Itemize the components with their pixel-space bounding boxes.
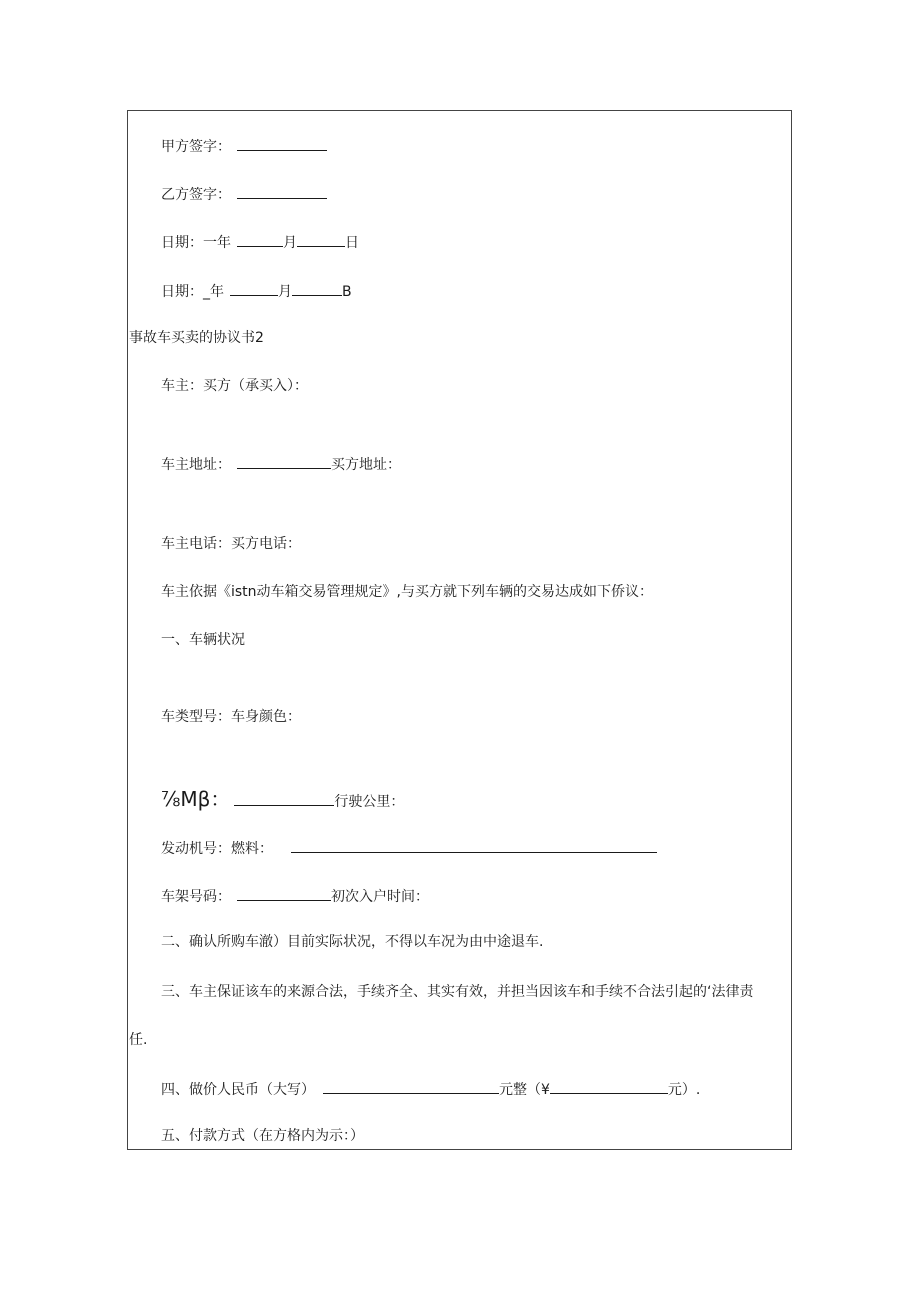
first-reg-label: 初次入户时间： (331, 889, 429, 905)
phone-line: 车主电话：买方电话： (161, 536, 301, 552)
plate-label: ⅞Mβ： (161, 787, 231, 811)
party-b-label: 乙方签字： (161, 187, 231, 203)
section1-heading: 一、车辆状况 (161, 632, 245, 648)
plate-blank (234, 791, 334, 806)
date1-day: 日 (345, 235, 359, 251)
date2-label: 日期：_年 (161, 284, 224, 300)
section4-line (161, 1079, 700, 1099)
intro-line: 车主依据《istn动车箱交易管理规定》,与买方就下列车辆的交易达成如下侨议： (161, 584, 653, 600)
party-a-signature (161, 136, 327, 156)
owner-address-blank (237, 454, 331, 469)
mileage-label: 行驶公里： (334, 794, 405, 810)
chassis-label: 车架号码： (161, 889, 231, 905)
date1-label: 日期：一年 (161, 235, 231, 251)
engine-fuel-line (161, 838, 657, 858)
address-line (161, 454, 401, 474)
section5-line: 五、付款方式（在方格内为示：） (161, 1128, 364, 1144)
chassis-line (161, 886, 429, 906)
price-words-blank (323, 1079, 499, 1094)
party-b-signature (161, 184, 327, 204)
engine-fuel-label: 发动机号：燃料： (161, 841, 273, 857)
document-title: 事故车买卖的协议书2 (129, 330, 264, 346)
section3-line2: 任. (129, 1032, 148, 1048)
section2-line: 二、确认所购车澈）目前实际状况，不得以车况为由中途退车. (161, 934, 544, 950)
date2-day-blank (292, 281, 342, 296)
price-number-blank (550, 1079, 668, 1094)
price-end: 元）. (667, 1082, 701, 1098)
date2-month-blank (230, 281, 278, 296)
date-line-2 (161, 281, 352, 301)
date2-month: 月 (278, 284, 292, 300)
party-b-blank (237, 184, 327, 199)
price-label: 四、做价人民币（大写） (161, 1082, 315, 1098)
date2-day: B (342, 284, 352, 300)
plate-mileage-line (161, 788, 404, 811)
buyer-address-label: 买方地址： (331, 457, 401, 473)
party-a-label: 甲方签字： (161, 139, 231, 155)
date1-month: 月 (283, 235, 297, 251)
fuel-blank (291, 838, 657, 853)
date-line-1 (161, 232, 359, 252)
chassis-blank (237, 886, 331, 901)
price-middle: 元整（¥ (499, 1082, 550, 1098)
party-a-blank (237, 136, 327, 151)
owner-address-label: 车主地址： (161, 457, 231, 473)
section3-line1: 三、车主保证该车的来源合法，手续齐全、其实有效，并担当因该车和手续不合法引起的‘法律责 (161, 984, 754, 1000)
date1-day-blank (297, 232, 345, 247)
date1-month-blank (237, 232, 283, 247)
owner-buyer-line: 车主：买方（承买入）： (161, 378, 308, 394)
type-color-line: 车类型号：车身颜色： (161, 709, 301, 725)
